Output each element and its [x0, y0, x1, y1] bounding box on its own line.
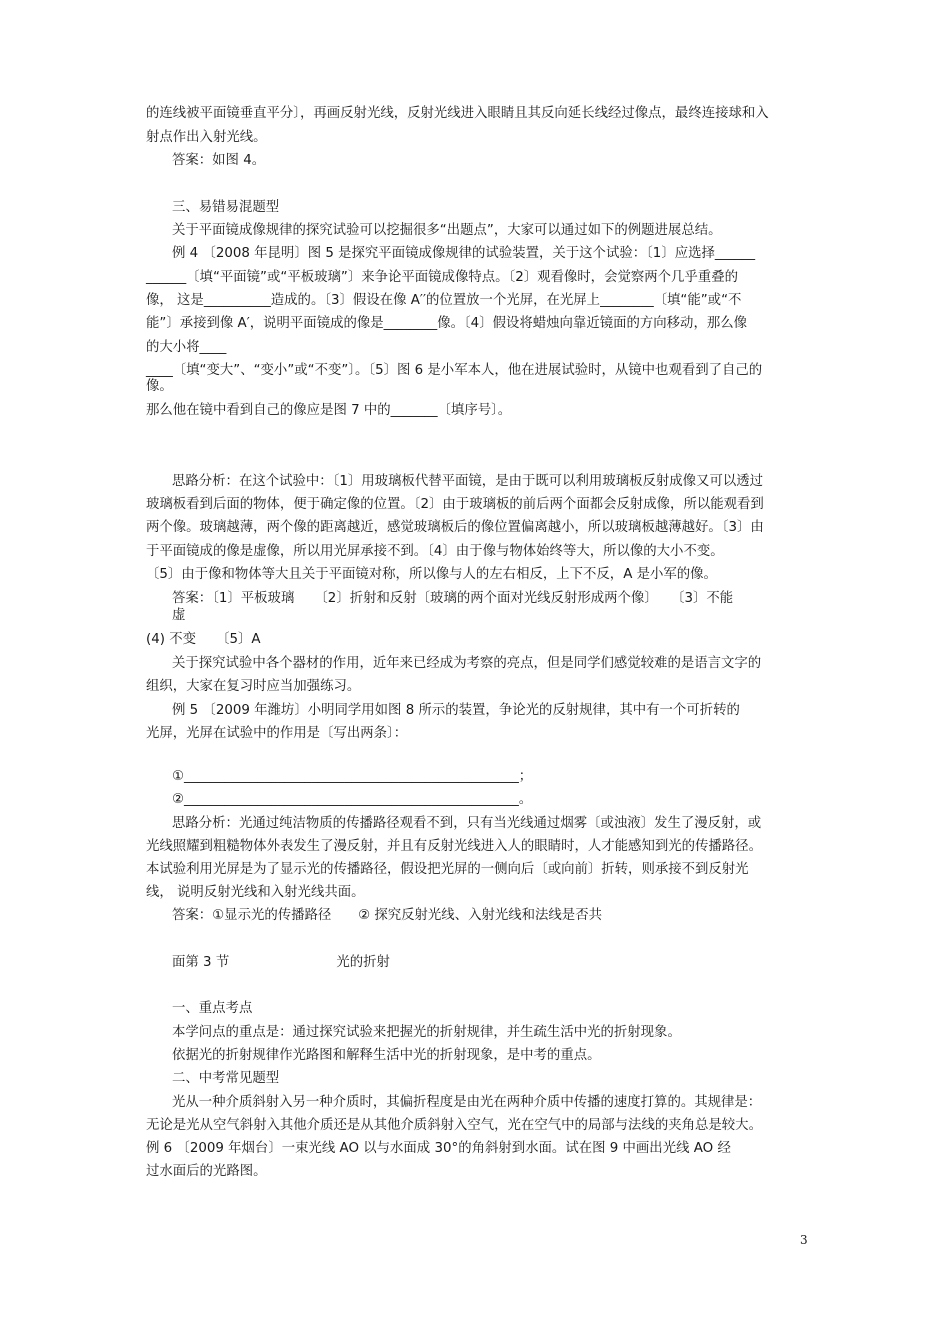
- example-line: 例 5 〔2009 年潍坊〕小明同学用如图 8 所示的装置，争论光的反射规律，其中有一个可折转的: [172, 703, 740, 718]
- text-line: 无论是光从空气斜射入其他介质还是从其他介质斜射入空气，光在空气中的局部与法线的夹角总是较大。: [146, 1118, 762, 1133]
- text-line: 光线照耀到粗糙物体外表发生了漫反射，并且有反射光线进入人的眼睛时，人才能感知到光的传播路径。: [146, 839, 762, 854]
- text-line: 〔5〕由于像和物体等大且关于平面镜对称，所以像与人的左右相反，上下不反，A 是小军的像。: [146, 567, 717, 582]
- text-line: 射点作出入射光线。: [146, 130, 267, 145]
- blank-line: ①__________________________________________________；: [172, 769, 533, 784]
- analysis-line: 思路分析：在这个试验中：〔1〕用玻璃板代替平面镜，是由于既可以利用玻璃板反射成像又可以透过: [172, 474, 764, 489]
- blank-line: ②__________________________________________________。: [172, 792, 533, 807]
- text-line: 关于平面镜成像规律的探究试验可以挖掘很多“出题点”，大家可以通过如下的例题进展总结。: [172, 223, 722, 238]
- text-line: (4) 不变 〔5〕A: [146, 632, 261, 647]
- page-number: 3: [800, 1233, 808, 1247]
- text-line: 光从一种介质斜射入另一种介质时，其偏折程度是由光在两种介质中传播的速度打算的。其规律是：: [172, 1095, 762, 1110]
- text-line: ______〔填“平面镜”或“平板玻璃”〕来争论平面镜成像特点。〔2〕观看像时，会觉察两个几乎重叠的: [146, 270, 738, 285]
- text-line: 本试验利用光屏是为了显示光的传播路径，假设把光屏的一侧向后〔或向前〕折转，则承接不到反射光: [146, 862, 749, 877]
- section-title: 面第 3 节 光的折射: [172, 955, 390, 970]
- text-line: 像。: [146, 379, 173, 394]
- text-line: 的连线被平面镜垂直平分〕，再画反射光线，反射光线进入眼睛且其反向延长线经过像点，最终连接球和入: [146, 106, 769, 121]
- text-line: 关于探究试验中各个器材的作用，近年来已经成为考察的亮点，但是同学们感觉较难的是语言文字的: [172, 656, 762, 671]
- analysis-line: 思路分析：光通过纯洁物质的传播路径观看不到，只有当光线通过烟雾〔或浊液〕发生了漫反射，或: [172, 816, 762, 831]
- text-line: 于平面镜成的像是虚像，所以用光屏承接不到。〔4〕由于像与物体始终等大，所以像的大小不变。: [146, 544, 724, 559]
- section-heading: 一、重点考点: [172, 1001, 253, 1016]
- text-line: 虚: [172, 608, 186, 623]
- example-line: 例 4 〔2008 年昆明〕图 5 是探究平面镜成像规律的试验装置，关于这个试验：〔1〕应选择______: [172, 246, 756, 261]
- text-line: 线， 说明反射光线和入射光线共面。: [146, 885, 365, 900]
- section-heading: 三、易错易混题型: [172, 200, 280, 215]
- text-line: 像， 这是__________造成的。〔3〕假设在像 A′′的位置放一个光屏，在光屏上________〔填“能”或“不: [146, 293, 742, 308]
- answer-line: 答案：如图 4。: [172, 153, 266, 168]
- section-heading: 二、中考常见题型: [172, 1071, 280, 1086]
- text-line: 两个像。玻璃越薄，两个像的距离越近，感觉玻璃板后的像位置偏离越小，所以玻璃板越薄越好。〔3〕由: [146, 520, 764, 535]
- text-line: 的大小将____: [146, 340, 227, 355]
- text-line: 本学问点的重点是：通过探究试验来把握光的折射规律，并生疏生活中光的折射现象。: [172, 1025, 681, 1040]
- text-line: 那么他在镜中看到自己的像应是图 7 中的_______〔填序号〕。: [146, 403, 512, 418]
- text-line: ____〔填“变大”、“变小”或“不变”〕。〔5〕图 6 是小军本人，他在进展试验时，从镜中也观看到了自己的: [146, 363, 763, 378]
- text-line: 玻璃板看到后面的物体，便于确定像的位置。〔2〕由于玻璃板的前后两个面都会反射成像，所以能观看到: [146, 497, 764, 512]
- answer-line: 答案：〔1〕平板玻璃 〔2〕折射和反射〔玻璃的两个面对光线反射形成两个像〕 〔3〕不能: [172, 591, 734, 606]
- text-line: 光屏，光屏在试验中的作用是〔写出两条〕：: [146, 726, 408, 741]
- answer-line: 答案：①显示光的传播路径 ② 探究反射光线、入射光线和法线是否共: [172, 908, 602, 923]
- text-line: 能”〕承接到像 A′，说明平面镜成的像是________像。〔4〕假设将蜡烛向靠近镜面的方向移动，那么像: [146, 316, 748, 331]
- example-line: 例 6 〔2009 年烟台〕一束光线 AO 以与水面成 30°的角斜射到水面。试在图 9 中画出光线 AO 经: [146, 1141, 731, 1156]
- text-line: 依据光的折射规律作光路图和解释生活中光的折射现象，是中考的重点。: [172, 1048, 601, 1063]
- text-line: 过水面后的光路图。: [146, 1164, 267, 1179]
- text-line: 组织，大家在复习时应当加强练习。: [146, 679, 361, 694]
